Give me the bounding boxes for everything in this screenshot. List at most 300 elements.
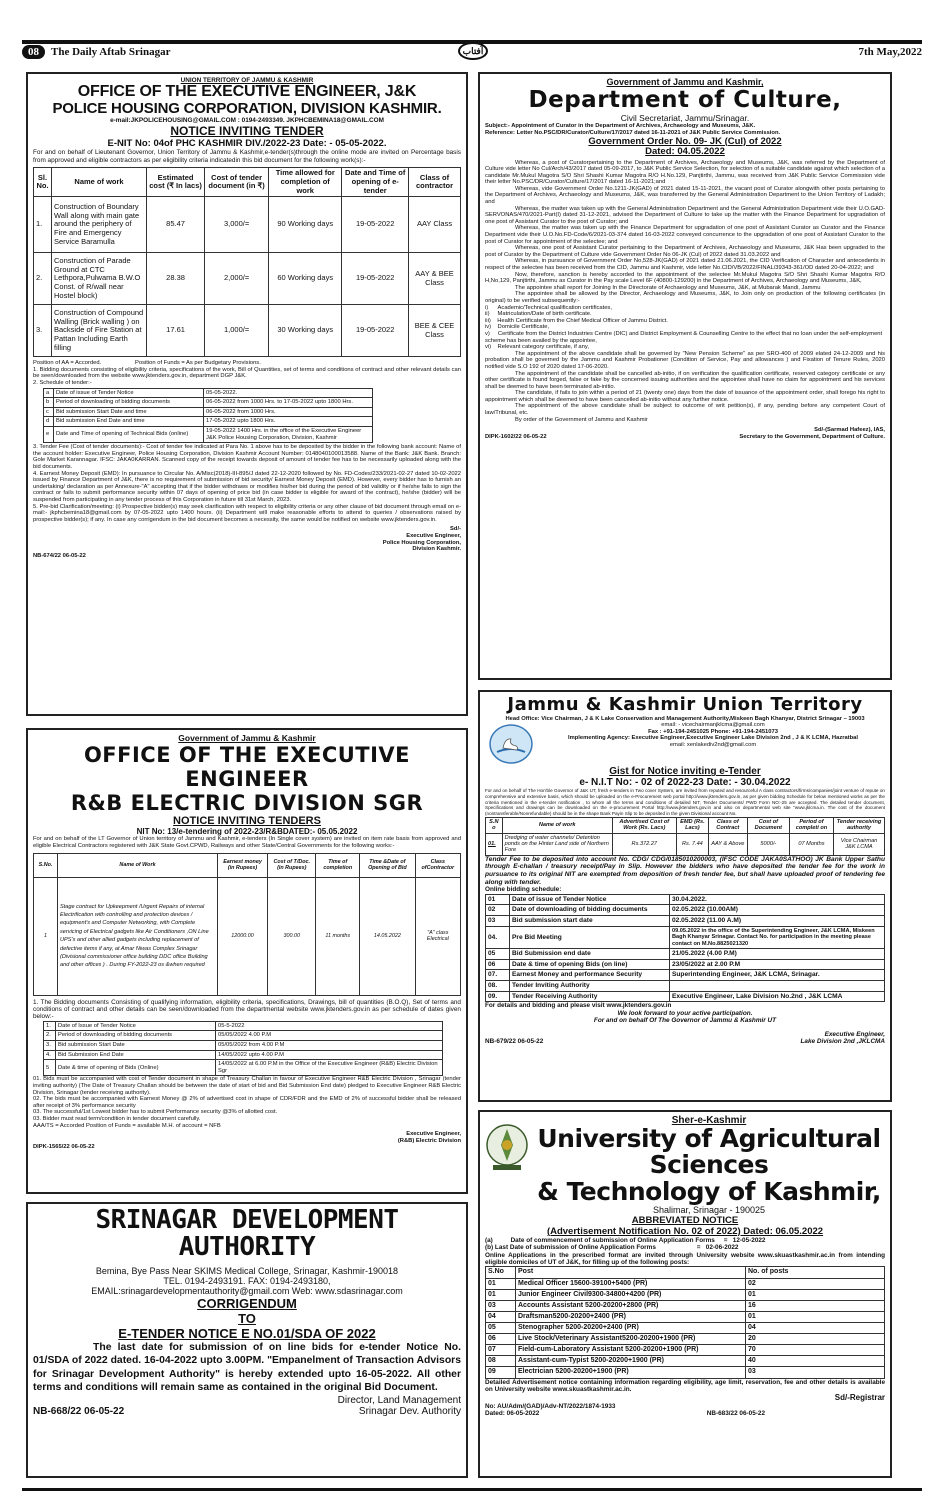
sda-to: TO <box>238 1310 256 1326</box>
cell: 01 <box>746 1289 885 1300</box>
phc-enit: E-NIT No: 04of PHC KASHMIR DIV./2022-23 Date: - 05-05-2022. <box>107 138 387 150</box>
skuast-date-a: (a) Date of commencement of submission of Online Application Forms = 12-05-2022 <box>485 1236 766 1244</box>
cell: 04 <box>746 1322 885 1333</box>
skuast-date-b: (b) Last Date of submission of Online Application Forms = 02-06-2022 <box>485 1244 739 1252</box>
cell: 02 <box>486 905 510 916</box>
cell: e <box>44 427 54 443</box>
phc-signature <box>33 526 461 552</box>
table-row <box>44 1031 443 1041</box>
culture-cert: v) Certificate from the District Industries Centre (DIC) and District Employment & Counselling Centre to the effect that no loan under the self-employment scheme has been availed by the appointee, <box>485 330 884 344</box>
cell: Construction of Compound Walling (Brick walling ) on Backside of Fire Station at Pattan Including Earth filling <box>52 305 147 357</box>
lcma-table-header <box>486 817 885 833</box>
phc-para-3: 3. Tender Fee (Cost of tender documents):- Cost of tender fee indicated at Para No. 1 above has to be deposited by the bidder in the following bank account: Name of the account holder: Executive Engineer, Police Housing Corporation, Division Kashmir Account Number: 0148040100013588. Name of the Bank: J&K Bank. Branch: Gole Market Karannagar. IFSC: JAKA0KARRAN. Scanned copy of the receipt towards deposit of amount of tender fee has to be necessarily uploaded along with the bid documents. <box>33 444 461 471</box>
cell: Draftsman5200-20200+2400 (PR) <box>516 1311 746 1322</box>
table-row <box>486 1367 885 1378</box>
cell: 5 <box>44 1060 56 1076</box>
table-row <box>44 398 373 408</box>
cell: 3. <box>44 1041 56 1051</box>
phc-title-1: OFFICE OF THE EXECUTIVE ENGINEER, J&K <box>77 83 417 101</box>
col-cost: Advertised Cost of Work (Rs. Lacs) <box>612 817 676 833</box>
culture-gov: Government of Jammu and Kashmir, <box>606 77 764 87</box>
cell: Construction of Boundary Wall along with main gate around the periphery of Fire and Emergency Service Baramulla <box>52 197 147 253</box>
culture-para: Whereas, in pursuance of Government Order No,528-JK(GAD) of 2021 dated 21.06.2021, the CID Verification of Character and antecedents in respect of the selectee has been received from the CID, Jammu and Kashmir, vide letter No.CID/VB/2022/FINAL/39343-361/OD dated 20-04-2022; and <box>485 258 885 271</box>
cell: 1,000/= <box>205 305 269 357</box>
cell: 70 <box>746 1345 885 1356</box>
col-sno: S.No. <box>34 853 58 877</box>
cell: 07. <box>486 970 510 981</box>
lcma-look: We look forward to your active participation. <box>617 1009 753 1017</box>
phc-schedule-table <box>43 388 373 444</box>
sda-corrigendum-heading: CORRIGENDUM <box>197 1295 297 1311</box>
col-cost: Estimated cost (₹ In lacs) <box>147 168 205 197</box>
cell: 09.05.2022 in the office of the Superintending Engineer, J&K LCMA, Miskeen Bagh Khanyar Srinagar. Contact No. for participation in the meeting please contact on M.No.8825021320 <box>670 926 885 948</box>
cell <box>670 981 885 992</box>
rb-para-6: AAA/TS = Accorded Position of Funds = available M.H. of account = NFB <box>33 1122 221 1129</box>
cell: 1. <box>34 197 52 253</box>
paper-name: The Daily Aftab Srinagar <box>51 45 171 58</box>
lcma-title: Jammu & Kashmir Union Territory <box>507 694 863 715</box>
table-row <box>44 1050 443 1060</box>
sign-line: Sd/- <box>450 526 461 533</box>
col-doc: Cost of tender document (in ₹) <box>205 168 269 197</box>
cell: c <box>44 407 54 417</box>
rb-title-2: R&B ELECTRIC DIVISION SGR <box>70 791 424 816</box>
cell: 14.05.2022 <box>360 877 416 995</box>
col-doc: Cost of T/Doc. (in Rupees) <box>268 853 316 877</box>
sda-sign-2: Srinagar Dev. Authority <box>358 1405 461 1417</box>
cell: 04. <box>486 926 510 948</box>
cell: 28.38 <box>147 253 205 305</box>
cell: 2. <box>44 1031 56 1041</box>
col-time: Time allowed for completion of work <box>269 168 342 197</box>
col-open: Date and Time of opening of e-tender <box>342 168 409 197</box>
lcma-schedule-table <box>485 894 885 1003</box>
cell: Assistant-cum-Typist 5200-20200+1900 (PR) <box>516 1356 746 1367</box>
cell: 05/05/2022 from 4.00 P.M <box>216 1041 443 1051</box>
cell: 06-05-2022 from 1000 Hrs. to 17-05-2022 upto 1800 Hrs. <box>204 398 373 408</box>
cell: 02.05.2022 (10.00AM) <box>670 905 885 916</box>
rb-gov: Government of Jammu & Kashmir <box>178 733 316 743</box>
cell: 05-5-2022 <box>216 1021 443 1031</box>
rb-para-3: 02. The bids must be accompanied with Earnest Money @ 2% of advertised cost in shape of CDR/FDR and the EMD of 2% of successful bidder shall be released after receipt of 3% performance security <box>33 1096 461 1109</box>
sda-corrigendum <box>26 1202 468 1478</box>
table-row <box>44 1060 443 1076</box>
cell: 17.61 <box>147 305 205 357</box>
skuast-sher: Sher-e-Kashmir <box>671 1115 747 1126</box>
col-emd: Earnest money (in Rupees) <box>218 853 268 877</box>
culture-title: Department of Culture, <box>528 87 842 113</box>
phc-table-header <box>34 168 461 197</box>
col-class: Class of Contract <box>708 817 747 833</box>
rb-nit: NIT No: 13/e-tendering of 2022-23/R&BDATED:- 05.05.2022 <box>136 827 358 837</box>
cell: 01 <box>486 894 510 905</box>
table-row <box>34 197 461 253</box>
sign-line: Police Housing Corporation, <box>382 539 461 546</box>
lcma-behalf: For and on behalf Of The Governor of Jammu & Kashmir UT <box>593 1017 777 1025</box>
col-time: Time of completion <box>316 853 360 877</box>
cell: 19-05-2022 <box>342 197 409 253</box>
culture-secretary: Secretary to the Government, Department of Culture. <box>739 433 885 440</box>
culture-para: The appointment of the candidate shall be cancelled ab-initio, if on verification the qualification certificate, reserved category certificate or any other certificate is found forged, false or fake by the concerned issuing authorities and the appointee shall have no claim for appointment and his services shall be deemed to have been terminated ab-initio. <box>485 370 885 390</box>
page-number: 08 <box>22 45 45 59</box>
culture-order <box>478 72 892 680</box>
cell: 60 Working days <box>269 253 342 305</box>
col-class: Class ofContractor <box>415 853 460 877</box>
culture-footer <box>485 434 885 441</box>
cell: Tender Inviting Authority <box>510 981 670 992</box>
cell: Pre Bid Meeting <box>510 926 670 948</box>
skuast-table-header <box>486 1267 885 1278</box>
cell: 03 <box>486 916 510 927</box>
culture-para: Whereas, one post of Assistant Curator pertaining to the Department of Archives, Archaeology and Museums, J&K Has been upgraded to the post of Curator by the Department of Culture vide Government Order No 06-JK (Cul) of 2022 dated 31.03.2022 and <box>485 245 885 258</box>
skuast-dated: Dated: 06-05-2022 <box>485 1410 540 1418</box>
skuast-adv: (Advertisement Notification No. 02 of 2022) Dated: 06.05.2022 <box>546 1225 824 1237</box>
cell: 30 Working days <box>269 305 342 357</box>
sda-address: Bemina, Bye Pass Near SKIMS Medical College, Srinagar, Kashmir-190018 <box>95 1265 399 1276</box>
col-open: Time &Date of Opening of Bid <box>360 853 416 877</box>
cell: 40 <box>746 1356 885 1367</box>
cell: 3,000/= <box>205 197 269 253</box>
phc-ref: NB-674/22 06-05-22 <box>33 552 86 559</box>
phc-tender-notice <box>26 72 468 716</box>
table-row <box>44 427 373 443</box>
cell: 1 <box>34 877 58 995</box>
cell: Rs.372.27 <box>612 833 676 855</box>
rb-table-header <box>34 853 461 877</box>
cell: Bid submission start date <box>510 916 670 927</box>
cell: 05/05/2022 4.00 P.M <box>216 1031 443 1041</box>
lcma-intro: For and on behalf of The Hon'ble Governor of J&K UT, fresh e-tenders in Two cover System, are invited from reputed and resourceful A class contractors/firms/companies/joint venture of repute on comprehensive and extensive basis, which should be uploaded on the e-Procurement web portal http://www.jktenders.gov.in, as per given bidding Schedule for below mentioned works as per the criteria mentioned in the e-tender notification , to whom all the terms and conditions of detailed NIT, Tender Documents/ PWD Form NO:-25 are accepted. The detailed tender document, Specifications and drawings can be downloaded on the e-procurement Portal http://www.jktenders.gov.in and also on departmental web site "www.jklcma.in. The cost of the document (nontransferable/Nonrefundable) should be in the shape Bank Payin Slip to be deposited in the given Divisional account No. <box>485 788 885 817</box>
table-row <box>486 1322 885 1333</box>
cell: 07 <box>486 1345 516 1356</box>
skuast-ref: NB-683/22 06-05-22 <box>706 1410 765 1418</box>
cell: Date & time of opening Bids (on line) <box>510 959 670 970</box>
rb-ref: DIPK-1565/22 06-05-22 <box>33 1144 95 1151</box>
phc-para-5: 5. Pre-bid Clarification/meeting: (i) Prospective bidder(s) may seek clarification with respect to eligibility criteria or any other clause of bid document through email on e-mail:- jkphcbemina18@gmail.com by 07-05-2022 upto 1400 hours. (ii) Department will make reasonable efforts to attend to queries / observations raised by prospective bidder(s); if any. In case any corrigendum in the bid document becomes a necessity, the same would be notified on website www.jktenders.gov.in. <box>33 503 461 523</box>
table-row <box>486 905 885 916</box>
cell: 5000/- <box>747 833 789 855</box>
col-work: Name of work <box>502 817 612 833</box>
cell: 05 <box>486 949 510 960</box>
cell: b <box>44 398 54 408</box>
cell: Live Stock/Veterinary Assistant5200-20200+1900 (PR) <box>516 1334 746 1345</box>
sign-line: Division Kashmir. <box>412 546 461 553</box>
lcma-tender-notice <box>478 690 892 1102</box>
cell: Construction of Parade Ground at CTC Lethpora,Pulwama B.W.O Const. of R/wall near Hostel block) <box>52 253 147 305</box>
page-bottom-rule <box>22 1488 922 1491</box>
cell: Date of downloading of bidding documents <box>510 905 670 916</box>
skuast-place: Shalimar, Srinagar - 190025 <box>652 1204 766 1215</box>
cell: 12000.00 <box>218 877 268 995</box>
table-row <box>486 1289 885 1300</box>
cell: Date of issue of Tender Notice <box>54 388 204 398</box>
cell: a <box>44 388 54 398</box>
table-row <box>44 407 373 417</box>
rb-schedule-table <box>43 1021 443 1077</box>
table-row <box>44 1021 443 1031</box>
col-emd: EMD (Rs. Lacs) <box>676 817 708 833</box>
skuast-footer <box>485 1410 885 1417</box>
table-row <box>44 388 373 398</box>
newspaper-header <box>22 40 922 59</box>
table-row <box>34 253 461 305</box>
masthead-logo: آفتاب <box>458 42 488 60</box>
sda-tel: TEL. 0194-2493191. FAX: 0194-2493180, <box>163 1275 331 1286</box>
col-sno: S.N o <box>486 817 503 833</box>
cell: 04 <box>486 1311 516 1322</box>
issue-date: 7th May,2022 <box>858 45 922 58</box>
rb-para-4: 03. The successful/1st Lowest bidder has to submit Performance security @3% of allotted cost. <box>33 1109 278 1116</box>
cell: Medical Officer 15600-39100+5400 (PR) <box>516 1278 746 1289</box>
cell: Tender Receiving Authority <box>510 991 670 1002</box>
sign-line: Executive Engineer, <box>406 1131 461 1138</box>
cell: 85.47 <box>147 197 205 253</box>
sign-line: Executive Engineer, <box>824 1030 885 1038</box>
col-authority: Tender receiving authority <box>834 817 885 833</box>
cell: d <box>44 417 54 427</box>
col-class: Class of contractor <box>409 168 461 197</box>
cell: 23/05/2022 at 2.00 P.M <box>670 959 885 970</box>
cell: 03 <box>486 1300 516 1311</box>
cell: Period of downloading of bidding documents <box>54 398 204 408</box>
culture-ref: DIPK-1602/22 06-05-22 <box>485 433 547 440</box>
cell: Period of downloading of bidding documents <box>56 1031 216 1041</box>
lcma-works-table <box>485 817 885 856</box>
culture-dated: Dated: 04.05.2022 <box>645 146 725 158</box>
culture-cert: iii) Health Certificate from the Chief Medical Officer of Jammu District. <box>485 317 668 324</box>
table-row <box>486 1311 885 1322</box>
sda-sign-1: Director, Land Management <box>337 1394 461 1406</box>
culture-sub: Civil Secretariat, Jammu/Srinagar. <box>620 113 750 124</box>
table-row <box>486 1345 885 1356</box>
cell: Bid Submission end date <box>510 949 670 960</box>
culture-cert: iv) Domicile Certificate, <box>485 324 550 331</box>
skuast-title-1: University of Agricultural Sciences <box>537 1124 881 1180</box>
phc-position: Position of AA = Accorded. Position of Funds = As per Budgetary Provisions. <box>33 360 261 367</box>
cell: Earnest Money and performance Security <box>510 970 670 981</box>
cell: 01. <box>486 833 503 855</box>
table-row <box>34 877 461 995</box>
culture-para: Whereas, the matter was taken up with the General Administration Department and the General Administration Department vide their U.O.GAD-SERVONAS/470/2021-Part(I) dated 31-12-2021, advised the Department of Culture to take up the matter with the Finance Department for upgradation of one post of Assistant Curator to the post of Curator; and <box>485 205 885 225</box>
cell: 20 <box>746 1334 885 1345</box>
sda-body: The last date for submission of on line bids for e-tender Notice No. 01/SDA of 2022 dated. 16-04-2022 upto 3.00PM. "Empanelment of Transaction Advisors for Srinagar Development Authority" is hereby extended upto 16-05-2022. All other terms and conditions will remain same as contained in the original Bid Document. <box>33 1341 461 1394</box>
cell: Date of issue of Tender Notice <box>510 894 670 905</box>
table-row <box>486 916 885 927</box>
col-period: Period of completi on <box>789 817 833 833</box>
skuast-emblem-icon <box>485 1121 529 1173</box>
cell: 01 <box>746 1311 885 1322</box>
table-row <box>486 991 885 1002</box>
table-row <box>486 959 885 970</box>
table-row <box>486 1356 885 1367</box>
phc-contact: e-mail:JKPOLICEHOUSING@GMAIL.COM : 0194-2493349. JKPHCBEMINA18@GMAIL.COM <box>110 116 384 124</box>
cell: 19-05-2022 <box>342 253 409 305</box>
skuast-registrar: Sd/-Registrar <box>834 1393 885 1403</box>
rb-para-2: 01. Bids must be accompanied with cost of Tender document in shape of Treasury Challan in favour of Executive Engineer R&B Electric Division , Srinagar (tender inviting authority) (The Date of Treasury Challan should be between the date of start of bid and Bid Submission End date) pledged to Executive Engineer R&B Electric Division, Srinagar (tender receiving authority). <box>33 1076 461 1096</box>
table-row <box>486 970 885 981</box>
sign-line: (R&B) Electric Division <box>397 1137 461 1144</box>
phc-ut: UNION TERRITORY OF JAMMU & KASHMIR <box>180 77 314 84</box>
table-row <box>486 894 885 905</box>
culture-para: Whereas, a post of Curatorpertaining to the Department of Archives, Archaeology and Museums, J&K, was referred by the Department of Culture vide letter No Cul/Arch/43/2017 dated 05-09-2017, to J&K Public Service Selection, for selection of a suitable candidate against which selection of a candidate Mr.Mukul Magotra S/O Shri Shashi Kumar Magotra R/O H.No.129, Panjtirthi, Jammu, was received from J&K Public Service Commission vide their letter No.PSC/DR/Curator/Culture/17/2017 dated 16-11-2021;and <box>485 159 885 186</box>
cell: 2,000/= <box>205 253 269 305</box>
sign-line: Lake Division 2nd ,JKLCMA <box>800 1038 885 1046</box>
lcma-swan-logo-icon <box>489 724 533 764</box>
col-count: No. of posts <box>746 1267 885 1278</box>
skuast-detailed: Detailed Advertisement notice containing information regarding eligibility, age limit, reservation, fee and other details is available on University website www.skuastkashmir.ac.in. <box>485 1378 885 1393</box>
culture-reference: Reference: Letter No.PSC/DR/Curator/Culture/17/2017 dated 16-11-2021 of J&K Public Service Commission. <box>485 130 781 137</box>
table-row <box>486 1300 885 1311</box>
skuast-notice <box>478 1110 892 1478</box>
cell: Vice Chairman J&K LCMA <box>834 833 885 855</box>
sign-line: Executive Engineer, <box>406 532 461 539</box>
phc-para-1: 1. Bidding documents consisting of eligibility criteria, specifications of the work, Bill of Quantities, set of terms and conditions of contract and other relevant details can be seen/downloaded from the website www.jktenders.gov.in, department DGP J&K. <box>33 366 461 380</box>
lcma-email: email: - vicechairmanjklcma@gmail.com <box>661 722 765 729</box>
phc-para-4: 4. Earnest Money Deposit (EMD): In pursuance to Circular No. A/Misc(2018)-III-895/J dated 22-12-2020 followed by No. FD-Codes/233/2021-02-27 dated 10-02-2022 issued by Finance Department of J&K, there is no requirement of submission of bid security/ Earnest Money Deposit (EMD). However, every bidder has to furnish an undertaking/ declaration as per Annexure-"A" accepting that if the bidder withdraws or modifies his/her bid during the period of bid validity or if he/she fails to sign the contract or fails to submit performance security within 07 days of opening of price bid (in case bidder is eligible for award of the contract), he/she (bidder) will be suspended from participating in any tender process of this Corporation in future till 31st March, 2023. <box>33 470 461 503</box>
table-row <box>486 1278 885 1289</box>
table-row <box>486 1334 885 1345</box>
cell: 02.05.2022 (11.00 A.M) <box>670 916 885 927</box>
lcma-sched-title: Online bidding schedule: <box>485 886 562 894</box>
table-row <box>486 833 885 855</box>
skuast-title-2: & Technology of Kashmir, <box>537 1176 881 1206</box>
rb-heading: NOTICE INVITING TENDERS <box>173 815 321 828</box>
cell: 07 Months <box>789 833 833 855</box>
cell: 90 Working days <box>269 197 342 253</box>
skuast-online: Online Applications in the prescribed format are invited through University website www.skuastkashmir.ac.in from intending eligible domiciles of UT of J&K, for filling up of the following posts: <box>485 1251 885 1267</box>
cell: 14/05/2022 at 6.00 P.M in the Office of the Executive Engineer (R&B) Electric Division Sgr <box>216 1060 443 1076</box>
culture-para: The appointment of the above candidate shall be subject to outcome of writ petition(s), if any, pending before any competent Court of law/Tribunal, etc. <box>485 403 885 417</box>
lcma-ref: NB-679/22 06-05-22 <box>485 1038 544 1046</box>
cell: 08 <box>486 1356 516 1367</box>
lcma-signature <box>485 1031 885 1038</box>
cell: "A" class Electrical <box>415 877 460 995</box>
cell: 30.04.2022. <box>670 894 885 905</box>
cell: 08. <box>486 981 510 992</box>
col-sl: Sl. No. <box>34 168 52 197</box>
sda-notice: E-TENDER NOTICE E NO.01/SDA OF 2022 <box>118 1325 376 1341</box>
skuast-no: No: AU/Adm/(GAD)/Adv-NT/2022/1874-1933 <box>485 1402 616 1410</box>
cell: 300.00 <box>268 877 316 995</box>
cell: 17-05-2022 upto 1800 Hrs. <box>204 417 373 427</box>
cell: Rs. 7.44 <box>676 833 708 855</box>
culture-para: Whereas, vide Government Order No.1211-JK(GAD) of 2021 dated 15-11-2021, the vacant post of Curator alongwith other posts pertaining to the Department of Archives, Archaeology and Museums, J&K, was transferred by the General Administration Department to the Union Territory of Ladakh; and <box>485 185 885 206</box>
culture-para: The candidate, if fails to join within a period of 21 (twenty one) days from the date of issuance of the appointment order, shall forego his right to appointment which shall be deemed to have been cancelled ab-initio without any further notice. <box>485 390 885 403</box>
cell: 06 <box>486 1334 516 1345</box>
col-post: Post <box>516 1267 746 1278</box>
cell: 2. <box>34 253 52 305</box>
cell: 05 <box>486 1322 516 1333</box>
rb-signature <box>33 1131 461 1144</box>
cell: BEE & CEE Class <box>409 305 461 357</box>
table-row <box>34 305 461 357</box>
rb-title-1: OFFICE OF THE EXECUTIVE ENGINEER <box>83 743 411 792</box>
culture-cert: i) Academic/Technical qualification certificates, <box>485 304 612 311</box>
cell: 21/05.2022 (4.00 P.M) <box>670 949 885 960</box>
culture-para: The appointment of the above candidate shall be governed by "New Pension Scheme" as per SRO-400 of 2009 elated 24-12-2009 and his probation shall be governed by the Jammu and Kashmir Probationer (Condition of Service, Pay and allowances ) and Fixation of Tenure Rules, 2020 notified vide S.O 192 of 2020 dated 17-06-2020. <box>485 350 885 370</box>
lcma-gist: Gist for Notice inviting e-Tender <box>609 766 761 778</box>
cell: Superintending Engineer, J&K LCMA, Srinagar. <box>670 970 885 981</box>
cell: Bid submission Start Date <box>56 1041 216 1051</box>
cell: 02 <box>746 1278 885 1289</box>
col-work: Name of Work <box>58 853 218 877</box>
cell: 05-05-2022. <box>204 388 373 398</box>
col-sno: S.No <box>486 1267 516 1278</box>
cell: Date of Issue of Tender Notice <box>56 1021 216 1031</box>
lcma-details: For details and bidding and please visit www.jktenders.gov.in <box>485 1002 672 1010</box>
rb-works-table <box>33 853 461 996</box>
cell: Date and Time of opening of Technical Bids (online) <box>54 427 204 443</box>
rb-para-5: 03. Bidder must read term/condition in tender document carefully. <box>33 1116 201 1122</box>
col-work: Name of work <box>52 168 147 197</box>
lcma-email2: email: xenlakediv2nd@gmail.com <box>669 742 757 749</box>
cell: Stenographer 5200-20200+2400 (PR) <box>516 1322 746 1333</box>
cell: 14/05/2022 upto 4.00 P.M <box>216 1050 443 1060</box>
cell: 3. <box>34 305 52 357</box>
cell: Bid Submission End Date <box>56 1050 216 1060</box>
phc-intro: For and on behalf of Lieutenant Governor, Union Territory of Jammu & Kashmir,e-tender(s)through the online mode are invited on Percentage basis from approved and eligible contractors as per eligibility criteria indicatedin this bid document for the following work(s):- <box>33 149 461 164</box>
phc-works-table <box>33 167 461 357</box>
cell: AAY & BEE Class <box>409 253 461 305</box>
cell: Field-cum-Laboratory Assistant 5200-20200+1900 (PR) <box>516 1345 746 1356</box>
table-row <box>44 417 373 427</box>
lcma-fee: Tender Fee to be deposited into account No. CDG/ CDG/0185010200003, (IFSC CODE JAKA0SATHOO) JK Bank Upper Sathu through E-challan / treasury receipt/Pay in Slip. However the bidders who have deposited the tender fee for the work in pursuance to its original NIT are exempted from deposition of fresh tender fee, but shall have uploaded proof of tendering fee along with tender. <box>485 855 885 886</box>
cell: 09. <box>486 991 510 1002</box>
culture-para: Whereas, the matter was taken up with the Finance Department for upgradation of one post of Assistant Curator as Curator and the Finance Department vide their U.O.No.FD-Code/6/2021-03-374 dated 16-03-2022 conveyed concurrence to the upgradation of one post of Assistant Curator to the post of Curator for appointment of the selectee; and <box>485 225 885 245</box>
sda-title: SRINAGAR DEVELOPMENT AUTHORITY <box>95 1205 399 1263</box>
cell: Date & time of opening of Bids (Online) <box>56 1060 216 1076</box>
culture-sd: Sd/-(Sarmad Hafeez), IAS, <box>814 427 885 434</box>
sda-email: EMAIL:srinagardevelopmentauthority@gmail.com Web: www.sdasrinagar.com <box>91 1285 403 1296</box>
cell: 01 <box>486 1289 516 1300</box>
rb-electric-tender <box>26 728 468 1194</box>
cell: 1. <box>44 1021 56 1031</box>
cell: Bid submission Start Date and time <box>54 407 204 417</box>
culture-cert: vi) Relevant category certificate, if any, <box>485 344 589 351</box>
lcma-footer <box>485 1038 885 1045</box>
skuast-posts-table <box>485 1266 885 1378</box>
culture-para: The appointee shall be allowed by the Director, Archaeology and Museums, J&K, to Join only on production of the following certificates (in original) to be verified subsequently:- <box>485 291 885 304</box>
culture-subject: Subject:- Appointment of Curator in the Department of Archives, Archaeology and Museums, J&K. <box>485 123 756 130</box>
lcma-office: Head Office: Vice Chairman, J & K Lake Conservation and Management Authority,Miskeen Bagh Khanyar, District Srinagar – 19003 <box>505 715 865 722</box>
cell: Dredging of water channels/ Detention ponds on the Hinter Land side of Northern Fore <box>502 833 612 855</box>
lcma-agency: Implementing Agency: Executive Engineer,Executive Engineer Lake Division 2nd , J & K LCMA, Hazratbal <box>567 735 859 742</box>
cell: AAY & Above <box>708 833 747 855</box>
cell: 09 <box>486 1367 516 1378</box>
table-row <box>486 981 885 992</box>
cell: 06-05-2022 from 1000 Hrs. <box>204 407 373 417</box>
phc-para-2: 2. Schedule of tender:- <box>33 380 92 387</box>
cell: 01 <box>486 1278 516 1289</box>
culture-cert: ii) Matriculation/Date of birth certificate. <box>485 311 592 318</box>
cell: Bid submission End Date and time <box>54 417 204 427</box>
col-doc: Cost of Document <box>747 817 789 833</box>
phc-heading: NOTICE INVITING TENDER <box>170 124 324 139</box>
rb-para-1: 1. The Bidding documents Consisting of qualifying information, eligibility criteria, specifications, Drawings, bill of quantities (B.O.Q), Set of terms and conditions of contract and other details can be seen/downloaded from the departmental website www.jktenders.gov.in as per schedule of dates given below:- <box>33 998 461 1021</box>
cell: Executive Engineer, Lake Division No.2nd , J&K LCMA <box>670 991 885 1002</box>
culture-para: The appointee shall report for Joining In the Directorate of Archaeology and Museums, J&K, at Mubarak Mandi, Jammu <box>515 284 821 291</box>
sda-footer <box>33 1406 461 1417</box>
cell: Junior Engineer Civil9300-34800+4200 (PR) <box>516 1289 746 1300</box>
lcma-nit: e- N.I.T No: - 02 of 2022-23 Date: - 30.04.2022 <box>579 777 791 789</box>
sda-ref: NB-668/22 06-05-22 <box>33 1405 125 1417</box>
cell: 03 <box>746 1367 885 1378</box>
cell: Stage contract for Upkeepment /Urgent Repairs of internal Electrification with controlling and protection devices / equipment's and Computer Networking, with Complete servicing of Electrical gadgets like Air Conditioners ,ON Line UPS's and other allied gadgets including replacement of defective items if any, at Amar Niwas Complex Srinagar (Divisional commissioner office building DDC office Building and other offices ) . During FY-2022-23 os &when required <box>58 877 218 995</box>
cell: 19-05-2022 1400 Hrs. in the office of the Executive Engineer J&K Police Housing Corporation, Division, Kashmir <box>204 427 373 443</box>
lcma-fax: Fax : +91-194-2451025 Phone: +91-194-2451073 <box>648 728 778 735</box>
cell: 4. <box>44 1050 56 1060</box>
culture-byorder: By order of the Government of Jammu and Kashmir <box>515 416 648 423</box>
